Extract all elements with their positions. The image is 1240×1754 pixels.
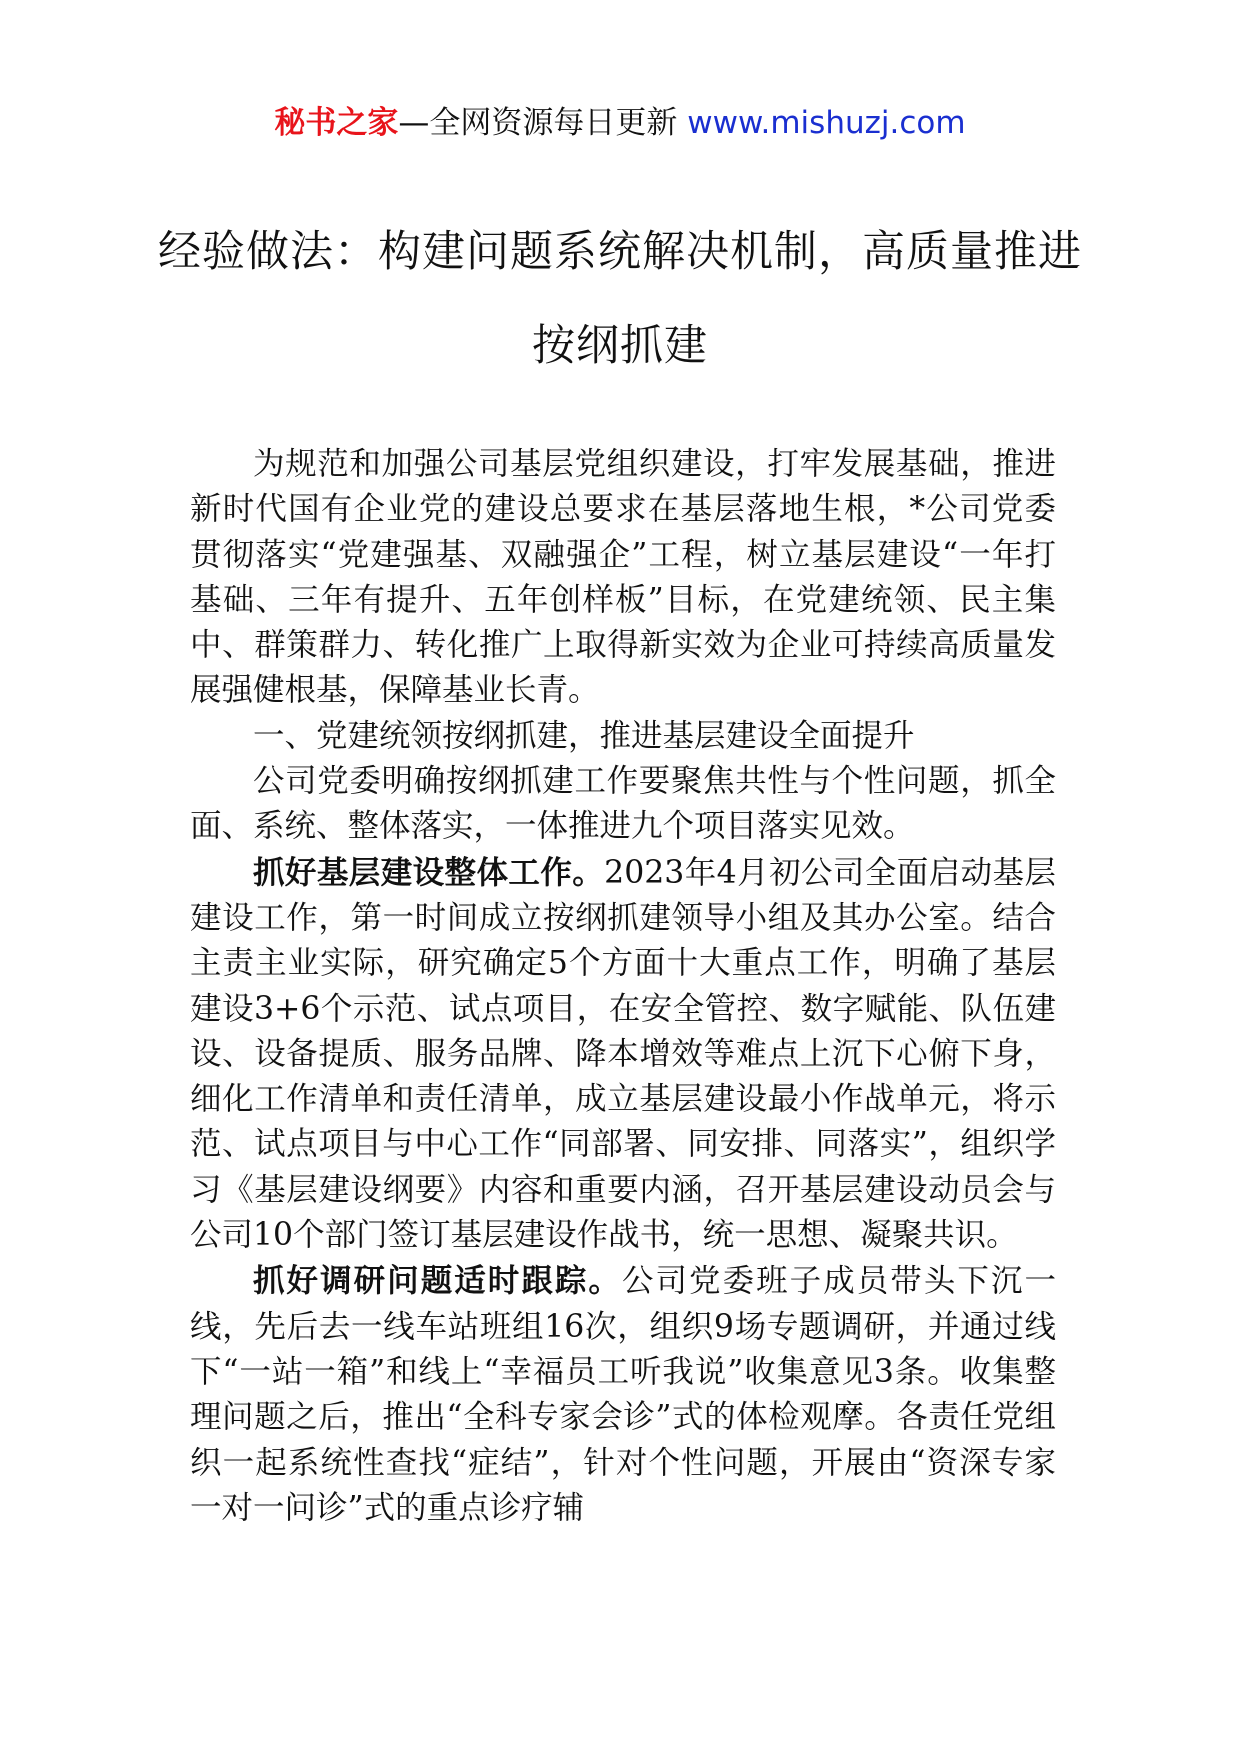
section-heading-1: 一、党建统领按纲抓建，推进基层建设全面提升 <box>253 717 915 754</box>
paragraph-research-tracking-text: 公司党委班子成员带头下沉一线，先后去一线车站班组16次，组织9场专题调研，并通过线下“一站一箱”和线上“幸福员工听我说”收集意见3条。收集整理问题之后，推出“全科专家会诊”式的体检观摩。各责任党组织一起系统性查找“症结”，针对个性问题，开展由“资深专家一对一问诊”式的重点诊疗辅 <box>190 1263 1056 1526</box>
paragraph-overall-work-text: 2023年4月初公司全面启动基层建设工作，第一时间成立按纲抓建领导小组及其办公室。结合主责主业实际，研究确定5个方面十大重点工作，明确了基层建设3+6个示范、试点项目，在安全管控、数字赋能、队伍建设、设备提质、服务品牌、降本增效等难点上沉下心俯下身，细化工作清单和责任清单，成立基层建设最小作战单元，将示范、试点项目与中心工作“同部署、同安排、同落实”，组织学习《基层建设纲要》内容和重要内涵，召开基层建设动员会与公司10个部门签订基层建设作战书，统一思想、凝聚共识。 <box>190 854 1056 1254</box>
section-1-paragraph: 公司党委明确按纲抓建工作要聚焦共性与个性问题，抓全面、系统、整体落实，一体推进九个项目落实见效。 <box>190 763 1056 845</box>
paragraph-overall-work <box>190 850 1056 1259</box>
paragraph-research-tracking-lead: 抓好调研问题适时跟踪。 <box>253 1262 622 1300</box>
header-slogan: —全网资源每日更新 <box>398 105 688 141</box>
site-url-link[interactable]: www.mishuzj.com <box>687 105 966 141</box>
brand-name: 秘书之家 <box>274 105 399 141</box>
intro-paragraph: 为规范和加强公司基层党组织建设，打牢发展基础，推进新时代国有企业党的建设总要求在基层落地生根，*公司党委贯彻落实“党建强基、双融强企”工程，树立基层建设“一年打基础、三年有提升、五年创样板”目标，在党建统领、民主集中、群策群力、转化推广上取得新实效为企业可持续高质量发展强健根基，保障基业长青。 <box>190 446 1056 709</box>
document-title: 经验做法：构建问题系统解决机制，高质量推进按纲抓建 <box>158 227 1082 371</box>
site-header <box>0 100 1240 146</box>
paragraph-research-tracking <box>190 1258 1056 1531</box>
paragraph-overall-work-lead: 抓好基层建设整体工作。 <box>253 853 605 891</box>
document-body <box>190 442 1056 1531</box>
